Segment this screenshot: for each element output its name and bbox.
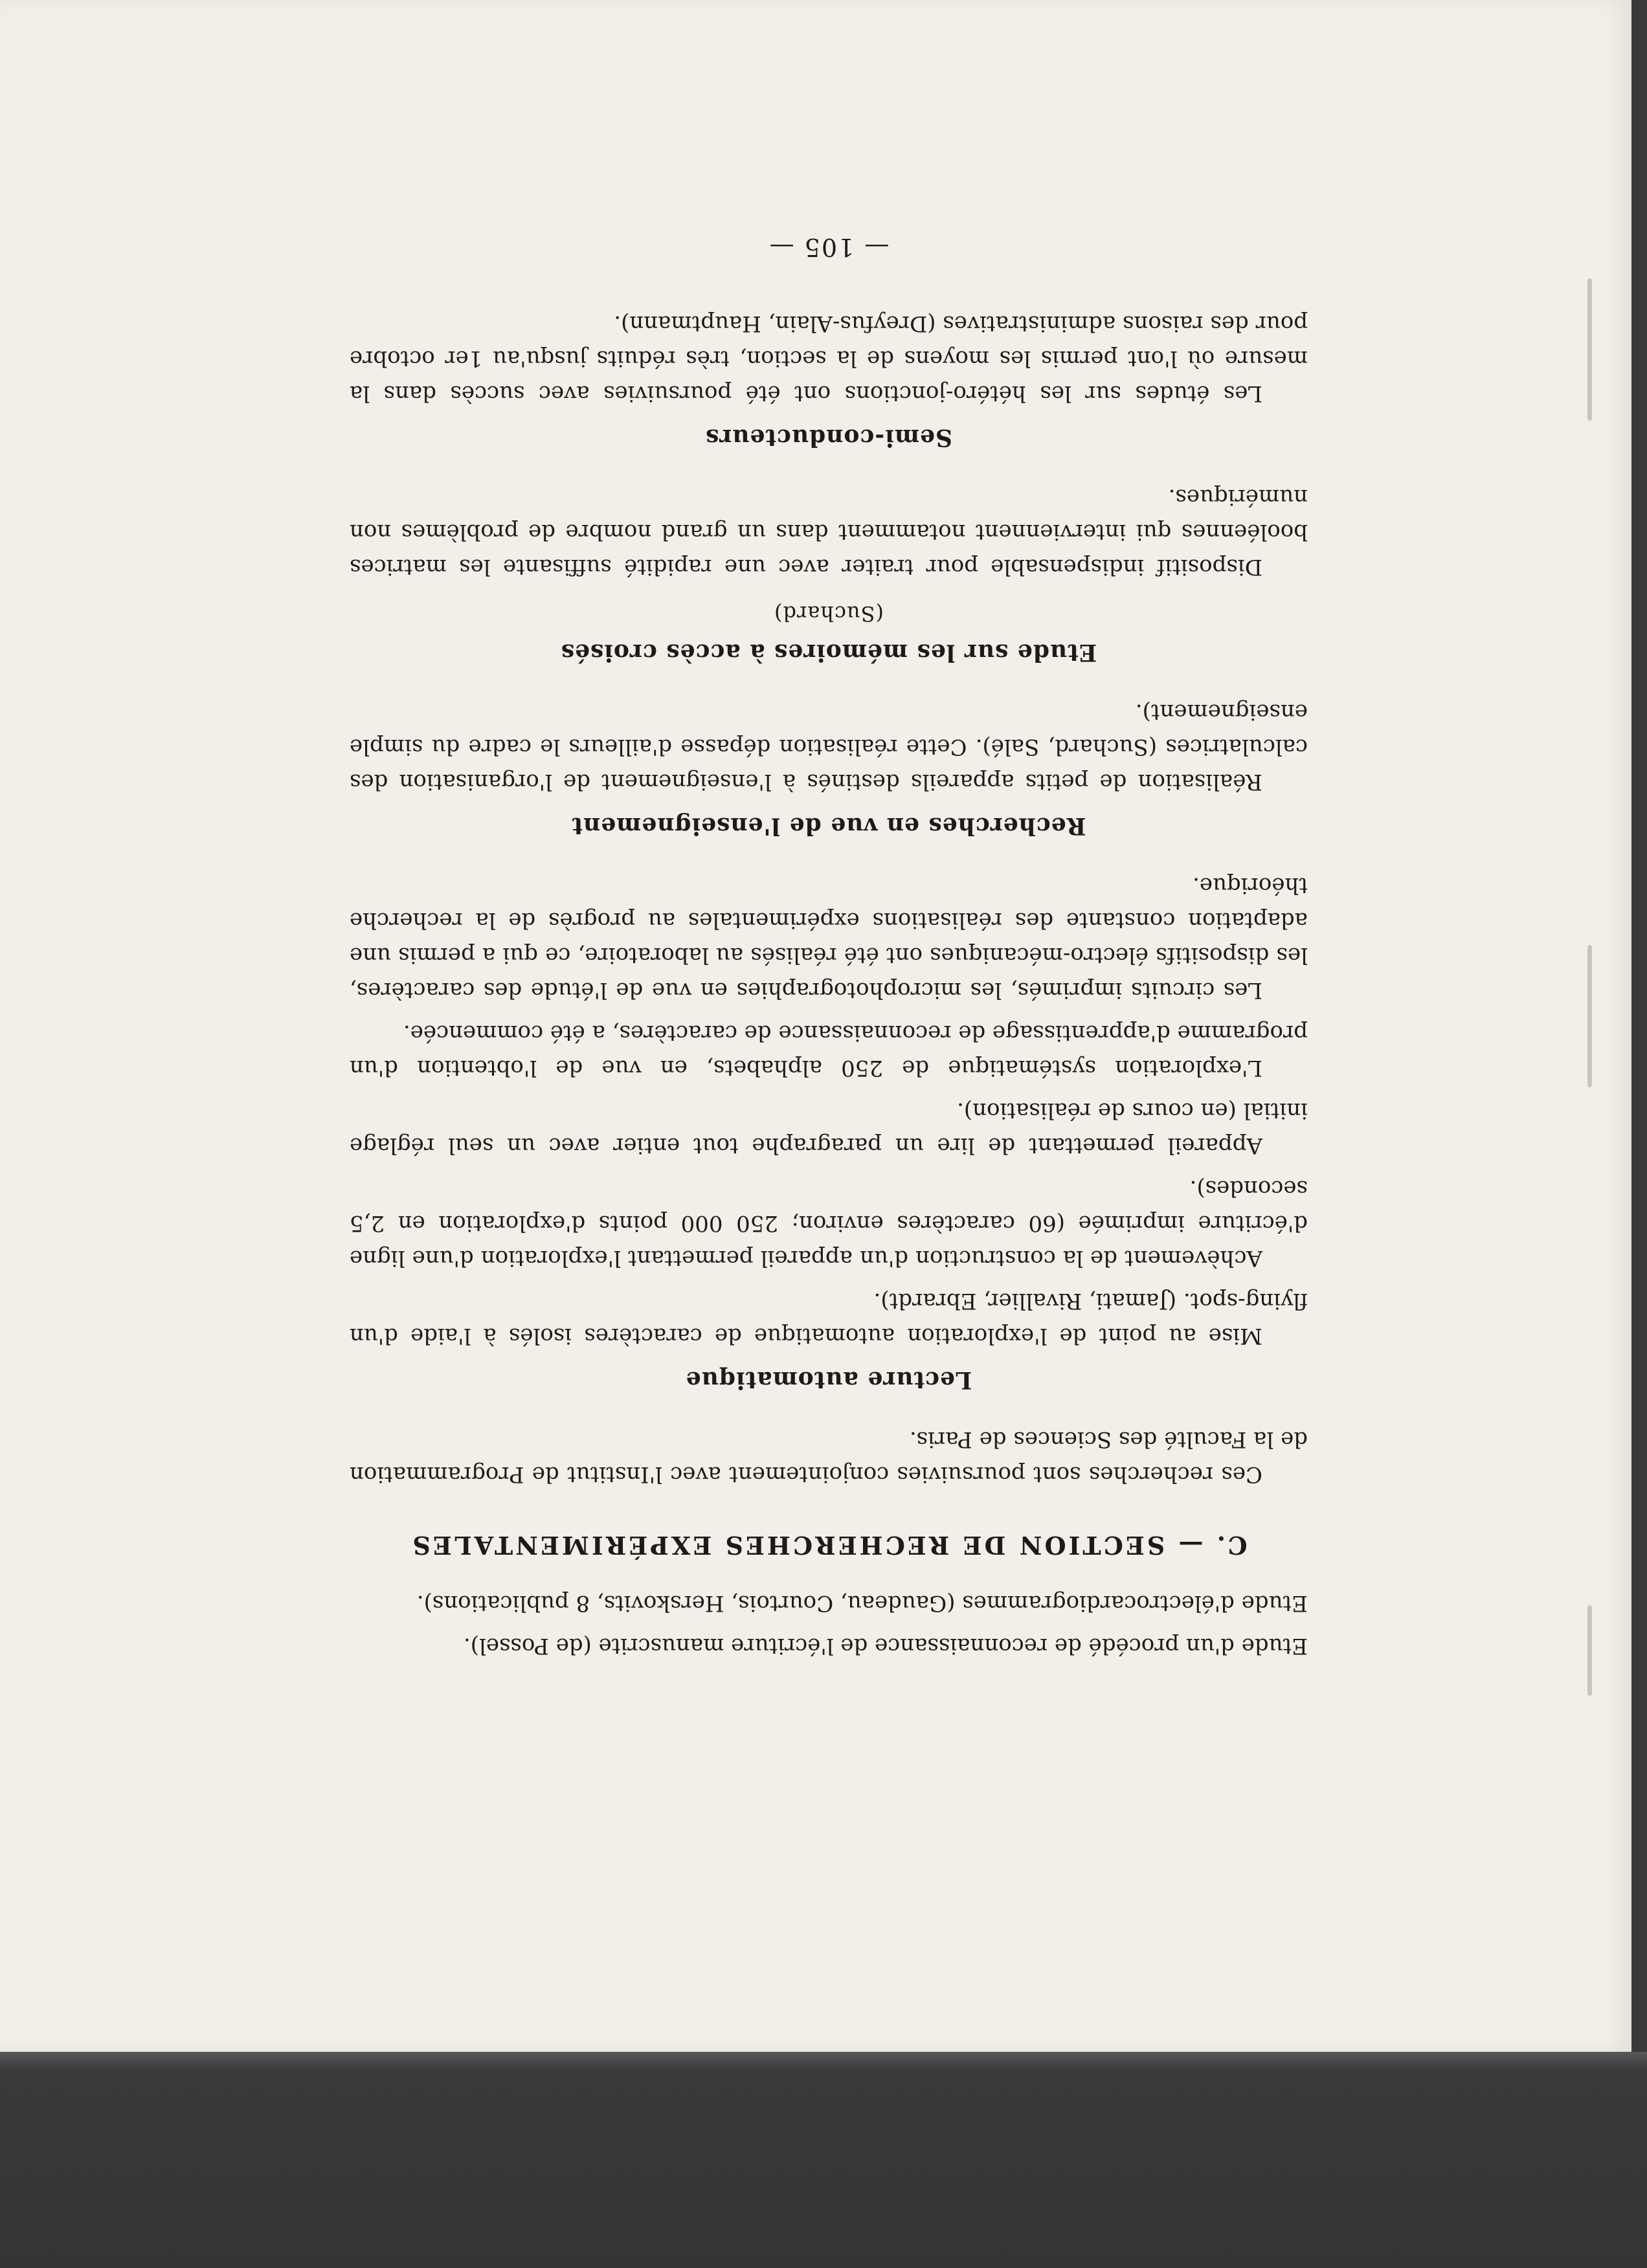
lecture-paragraph: Les circuits imprimés, les microphotographies en vue de l'étude des caractères, les dispositifs électro-mécaniques ont été réalisés au laboratoire, ce qui a permis une adaptation constante des réalisations expérimentales au progrès de la recherche théorique. bbox=[350, 873, 1308, 1003]
section-title: C. — SECTION DE RECHERCHES EXPÉRIMENTALES bbox=[410, 1531, 1248, 1560]
page-body bbox=[350, 298, 1308, 1663]
heading-memoires: Etude sur les mémoires à accès croisés bbox=[560, 639, 1097, 666]
binding-hole bbox=[1587, 1605, 1592, 1696]
heading-lecture: Lecture automatique bbox=[685, 1366, 972, 1394]
lecture-paragraph: L'exploration systématique de 250 alphabets, en vue de l'obtention d'un programme d'apprentissage de reconnaissance de caractères, a été commencée. bbox=[350, 1020, 1308, 1081]
binding-hole bbox=[1587, 278, 1592, 421]
lecture-paragraph: Achèvement de la construction d'un appareil permettant l'exploration d'une ligne d'écriture imprimée (60 caractères environ; 250 000 points d'exploration en 2,5 secondes). bbox=[350, 1175, 1308, 1271]
memoires-credit: (Suchard) bbox=[774, 601, 884, 626]
intro-line-2: Etude d'électrocardiogrammes (Gaudeau, Courtois, Herskovits, 8 publications). bbox=[416, 1590, 1308, 1616]
enseignement-paragraph: Réalisation de petits appareils destinés à l'enseignement de l'organisation des calculatrices (Suchard, Salé). Cette réalisation dépasse d'ailleurs le cadre du simple enseignement). bbox=[350, 699, 1308, 795]
memoires-paragraph: Dispositif indispensable pour traiter avec une rapidité suffisante les matrices booléennes qui interviennent notamment dans un grand nombre de problèmes non numériques. bbox=[350, 484, 1308, 580]
heading-semi-conducteurs: Semi-conducteurs bbox=[705, 424, 952, 451]
intro-line-1: Etude d'un procédé de reconnaissance de l'écriture manuscrite (de Possel). bbox=[463, 1633, 1308, 1659]
section-intro: Ces recherches sont poursuivies conjointement avec l'Institut de Programmation de la Faculté des Sciences de Paris. bbox=[350, 1427, 1308, 1487]
page-number: — 105 — bbox=[768, 233, 890, 261]
printed-page bbox=[311, 207, 1347, 1825]
semi-paragraph: Les études sur les hétéro-jonctions ont été poursuivies avec succès dans la mesure où l'ont permis les moyens de la section, très réduits jusqu'au 1er octobre pour des raisons administratives (Dreyfus-Alain, Hauptmann). bbox=[350, 311, 1308, 406]
scanner-background bbox=[0, 2052, 1647, 2268]
lecture-paragraph: Mise au point de l'exploration automatique de caractères isolés à l'aide d'un flying-spot. (Jamati, Rivallier, Ebrardt). bbox=[350, 1288, 1308, 1349]
binding-hole bbox=[1587, 945, 1592, 1087]
heading-enseignement: Recherches en vue de l'enseignement bbox=[571, 812, 1086, 839]
lecture-paragraph: Appareil permettant de lire un paragraphe tout entier avec un seul réglage initial (en cours de réalisation). bbox=[350, 1098, 1308, 1159]
